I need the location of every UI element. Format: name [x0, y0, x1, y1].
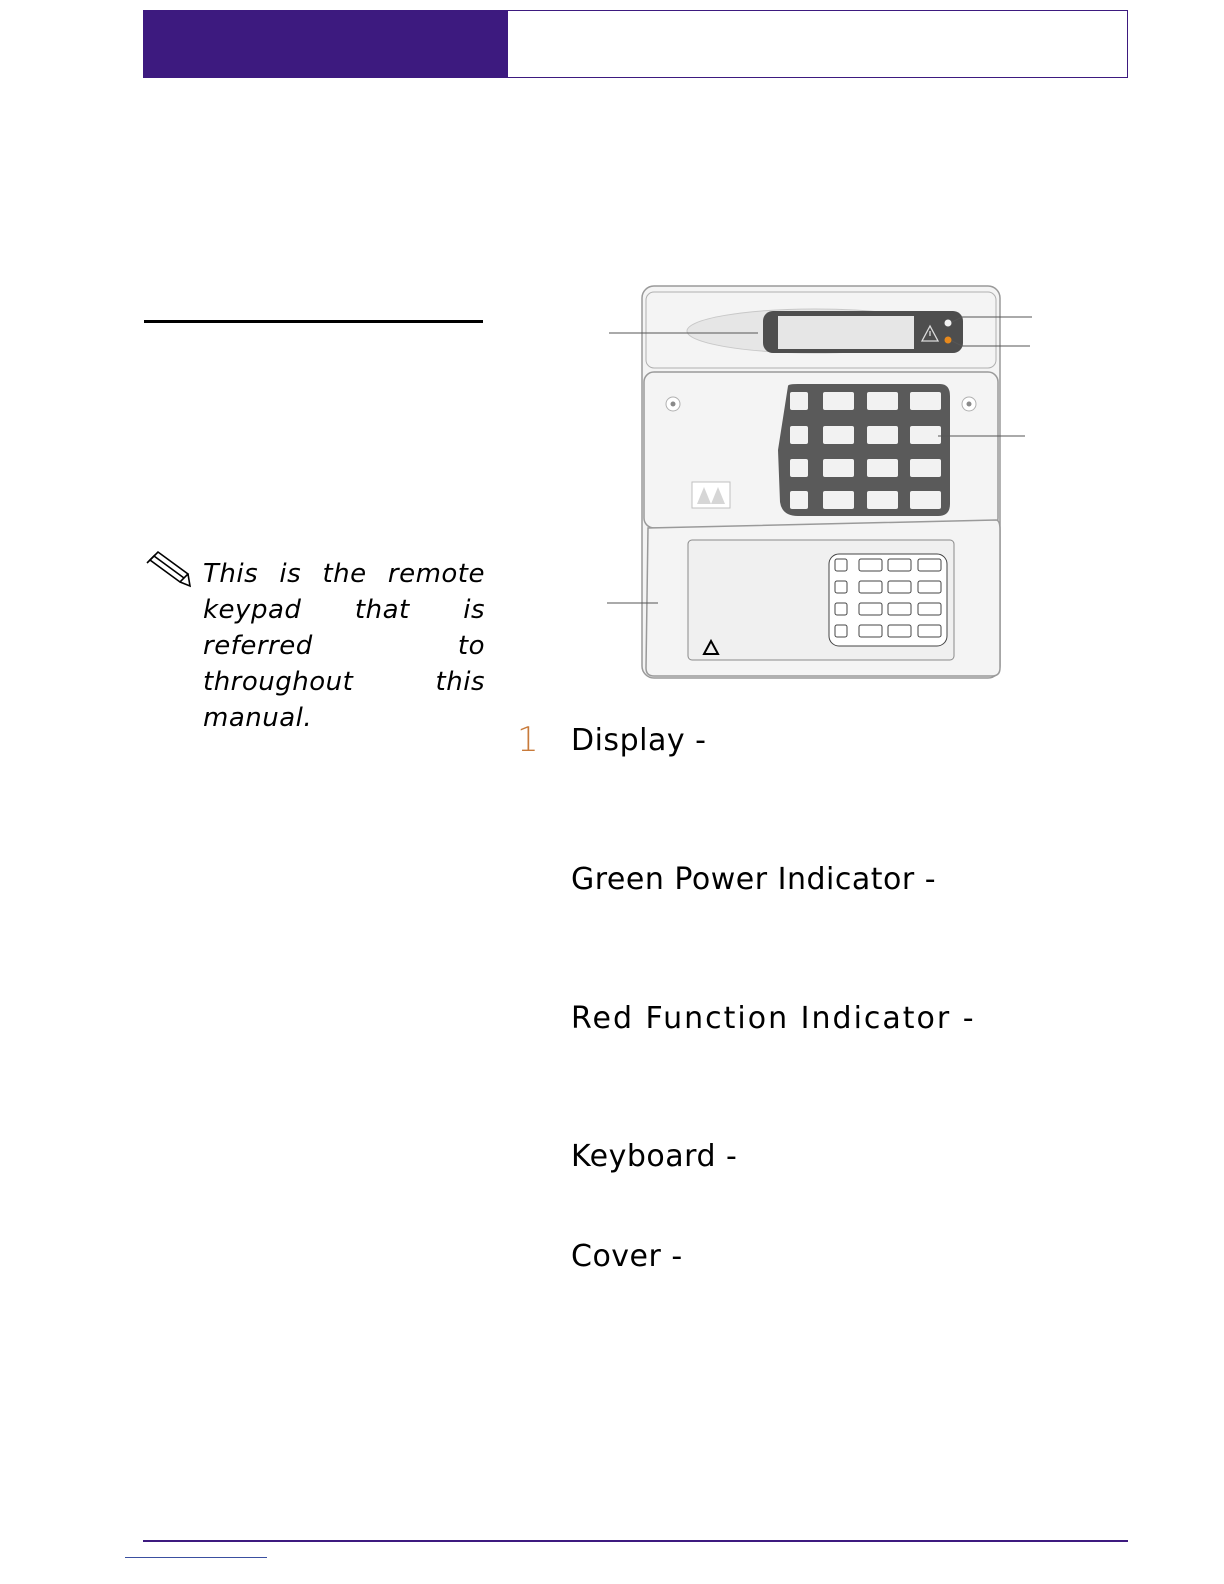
footer-rule	[143, 1540, 1128, 1542]
cover-key	[859, 559, 882, 571]
key	[910, 392, 941, 410]
red-function-led	[945, 337, 952, 344]
key	[867, 459, 898, 477]
brand-logo	[692, 482, 730, 508]
header-brand-block	[144, 11, 508, 77]
screw-left-center	[671, 402, 676, 407]
term-red-function-indicator: Red Function Indicator -	[571, 1001, 976, 1036]
cover-key	[859, 581, 882, 593]
cover-key	[918, 625, 941, 637]
key	[790, 491, 808, 509]
key	[867, 426, 898, 444]
header-bar	[143, 10, 1128, 78]
key	[790, 459, 808, 477]
key	[823, 426, 854, 444]
term-display: Display -	[571, 723, 707, 758]
key	[823, 392, 854, 410]
cover-key	[835, 581, 847, 593]
key	[910, 426, 941, 444]
term-green-power-indicator: Green Power Indicator -	[571, 862, 937, 897]
cover-key	[918, 603, 941, 615]
green-power-led	[945, 320, 952, 327]
term-cover: Cover -	[571, 1239, 683, 1274]
cover-key	[859, 603, 882, 615]
pencil-icon	[144, 548, 192, 588]
cover-key	[888, 581, 911, 593]
screw-right-center	[967, 402, 972, 407]
display-screen	[778, 316, 914, 349]
cover-key	[835, 625, 847, 637]
step-number: 1	[517, 720, 539, 760]
cover-key	[835, 559, 847, 571]
cover-key	[835, 603, 847, 615]
key	[867, 392, 898, 410]
key	[910, 491, 941, 509]
cover-key	[888, 603, 911, 615]
cover-key	[888, 559, 911, 571]
key	[790, 392, 808, 410]
key	[910, 459, 941, 477]
keypad-illustration	[600, 280, 1040, 690]
footer-link-underline[interactable]	[125, 1557, 267, 1558]
key	[790, 426, 808, 444]
cover-key	[918, 559, 941, 571]
note-text: This is the remote keypad that is referred to throughout this manual.	[203, 559, 485, 733]
cover-key	[888, 625, 911, 637]
key	[867, 491, 898, 509]
key	[823, 491, 854, 509]
sidebar-divider	[144, 320, 483, 323]
cover-key	[918, 581, 941, 593]
key	[823, 459, 854, 477]
term-keyboard: Keyboard -	[571, 1139, 738, 1174]
cover-key	[859, 625, 882, 637]
